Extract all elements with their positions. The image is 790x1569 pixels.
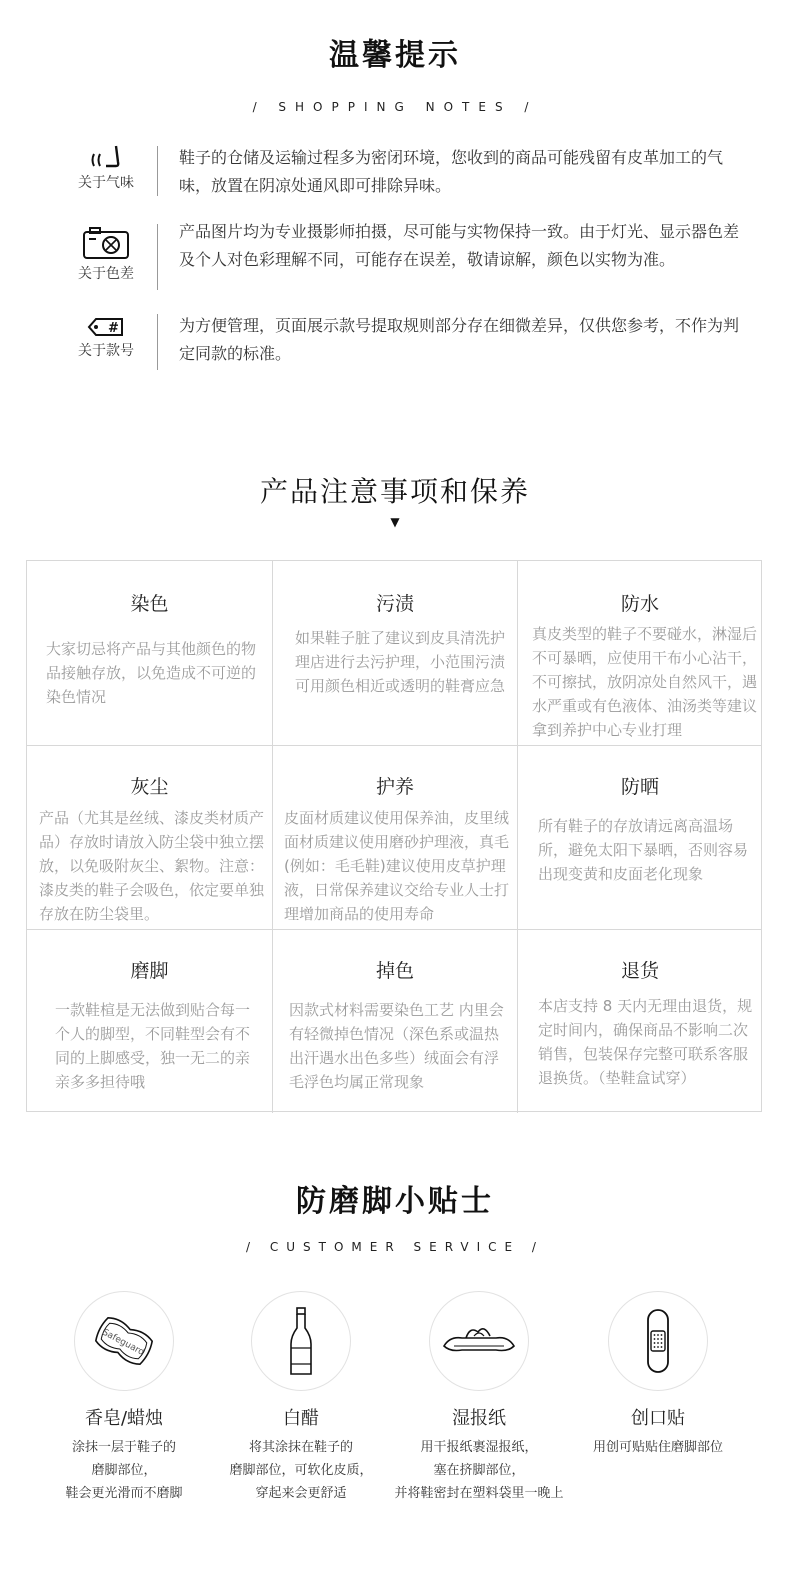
tag-icon xyxy=(86,316,126,338)
care-cell-stains xyxy=(272,561,517,745)
care-cell-text: 本店支持 8 天内无理由退货，规定时间内，确保商品不影响二次销售，包装保存完整可联系客服退换货。（垫鞋盒试穿） xyxy=(538,997,753,1087)
care-cell-title: 退货 xyxy=(620,960,659,982)
tip-circle xyxy=(74,1291,174,1391)
care-title: 产品注意事项和保养 xyxy=(259,475,530,508)
tip-circle xyxy=(608,1291,708,1391)
tip-text xyxy=(558,1436,758,1459)
care-cell-title: 染色 xyxy=(130,593,169,615)
care-cell-dust xyxy=(27,745,272,929)
care-cell-maintenance xyxy=(272,745,517,929)
divider xyxy=(157,224,158,290)
care-grid xyxy=(26,560,762,1112)
care-cell-dyeing xyxy=(27,561,272,745)
care-cell-returns xyxy=(517,929,762,1113)
smell-icon xyxy=(86,142,126,170)
note-style-number xyxy=(60,312,740,372)
note-color-label: 关于色差 xyxy=(78,266,134,282)
tip-title: 白醋 xyxy=(283,1408,319,1429)
tip-vinegar xyxy=(201,1291,401,1505)
svg-text:#: # xyxy=(108,321,119,336)
care-cell-title: 护养 xyxy=(375,776,414,798)
soap-brand-text: Safeguard xyxy=(100,1327,146,1359)
tip-line: 穿起来会更舒适 xyxy=(255,1486,347,1501)
care-cell-text: 如果鞋子脏了建议到皮具清洗护理店进行去污护理，小范围污渍可用颜色相近或透明的鞋膏应急 xyxy=(295,629,506,695)
tip-line: 用创可贴贴住磨脚部位 xyxy=(592,1440,723,1455)
shopping-notes-title: 温馨提示 xyxy=(329,38,461,73)
soap-icon xyxy=(75,1292,173,1390)
tip-wet-newspaper xyxy=(379,1291,579,1505)
tip-line: 鞋会更光滑而不磨脚 xyxy=(65,1486,183,1501)
note-smell xyxy=(60,142,740,202)
care-cell-chafing xyxy=(27,929,272,1113)
tip-title: 创口贴 xyxy=(631,1408,685,1429)
care-cell-text: 一款鞋楦是无法做到贴合每一个人的脚型，不同鞋型会有不同的上脚感受，独一无二的亲亲多多担待哦 xyxy=(55,1001,251,1091)
tip-line: 并将鞋密封在塑料袋里一晚上 xyxy=(394,1486,564,1501)
care-cell-text: 真皮类型的鞋子不要碰水，淋湿后不可暴晒，应使用干布小心沾干，不可擦拭，放阴凉处自然风干，遇水严重或有色液体、油汤类等建议拿到养护中心专业打理 xyxy=(532,625,758,739)
care-cell-text: 所有鞋子的存放请远离高温场所，避免太阳下暴晒，否则容易出现变黄和皮面老化现象 xyxy=(538,817,749,883)
care-cell-text: 皮面材质建议使用保养油，皮里绒面材质建议使用磨砂护理液，真毛(例如：毛毛鞋)建议使用皮草护理液，日常保养建议交给专业人士打理增加商品的使用寿命 xyxy=(284,809,510,923)
note-smell-text: 鞋子的仓储及运输过程多为密闭环境，您收到的商品可能残留有皮革加工的气味，放置在阴凉处通风即可排除异味。 xyxy=(179,148,724,195)
tip-line: 磨脚部位，可软化皮质， xyxy=(229,1463,373,1478)
tip-text xyxy=(201,1436,401,1505)
note-style-number-label: 关于款号 xyxy=(78,343,134,359)
vinegar-bottle-icon xyxy=(252,1292,350,1390)
tip-line: 磨脚部位， xyxy=(91,1463,157,1478)
tip-line: 涂抹一层于鞋子的 xyxy=(71,1440,176,1455)
divider xyxy=(157,146,158,196)
shopping-notes-subtitle: / SHOPPING NOTES / xyxy=(252,100,538,114)
care-cell-waterproof xyxy=(517,561,762,745)
tip-title: 湿报纸 xyxy=(452,1408,506,1429)
anti-chafing-tips-title: 防磨脚小贴士 xyxy=(296,1184,494,1219)
tip-soap-candle xyxy=(24,1291,224,1505)
tip-title: 香皂/蜡烛 xyxy=(84,1408,164,1429)
anti-chafing-tips-subtitle: / CUSTOMER SERVICE / xyxy=(246,1240,544,1254)
tip-line: 用干报纸裹湿报纸， xyxy=(420,1440,538,1455)
care-cell-title: 掉色 xyxy=(375,960,414,982)
care-cell-text: 因款式材料需要染色工艺 内里会有轻微掉色情况（深色系或温热出汗遇水出色多些）绒面会有浮毛浮色均属正常现象 xyxy=(289,1001,504,1091)
care-cell-fading xyxy=(272,929,517,1113)
down-arrow-icon: ▼ xyxy=(390,515,400,529)
tip-text xyxy=(24,1436,224,1505)
care-cell-text: 大家切忌将产品与其他颜色的物品接触存放，以免造成不可逆的染色情况 xyxy=(46,640,257,706)
wet-wipes-icon xyxy=(430,1292,528,1390)
bandage-icon xyxy=(609,1292,707,1390)
divider xyxy=(157,314,158,370)
care-cell-title: 灰尘 xyxy=(130,776,169,798)
tip-circle xyxy=(251,1291,351,1391)
tip-line: 将其涂抹在鞋子的 xyxy=(248,1440,353,1455)
tip-line: 塞在挤脚部位， xyxy=(433,1463,525,1478)
note-style-number-text: 为方便管理，页面展示款号提取规则部分存在细微差异，仅供您参考，不作为判定同款的标准。 xyxy=(179,316,740,363)
camera-icon xyxy=(81,225,131,261)
care-cell-title: 污渍 xyxy=(375,593,414,615)
note-smell-label: 关于气味 xyxy=(78,175,134,191)
note-color xyxy=(60,220,740,300)
tip-circle xyxy=(429,1291,529,1391)
care-cell-title: 磨脚 xyxy=(130,960,169,982)
care-cell-title: 防水 xyxy=(620,593,659,615)
tip-text xyxy=(379,1436,579,1505)
tip-bandage xyxy=(558,1291,758,1459)
care-cell-title: 防晒 xyxy=(620,776,659,798)
care-cell-text: 产品（尤其是丝绒、漆皮类材质产品）存放时请放入防尘袋中独立摆放，以免吸附灰尘、絮物。注意：漆皮类的鞋子会吸色，依定要单独存放在防尘袋里。 xyxy=(39,809,265,923)
care-cell-sun-protection xyxy=(517,745,762,929)
note-color-text: 产品图片均为专业摄影师拍摄，尽可能与实物保持一致。由于灯光、显示器色差及个人对色彩理解不同，可能存在误差，敬请谅解，颜色以实物为准。 xyxy=(179,222,740,269)
